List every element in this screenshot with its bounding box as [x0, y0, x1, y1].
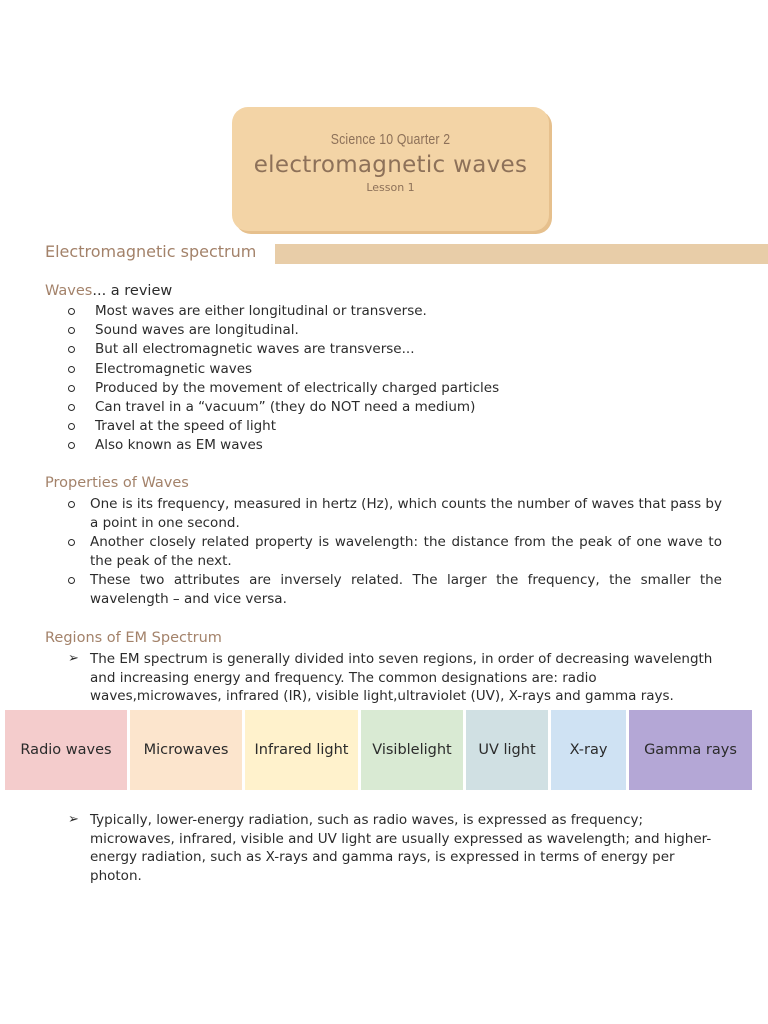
list-item: Produced by the movement of electrically charged particles [62, 379, 499, 398]
section-divider-bar [275, 244, 768, 264]
list-item: Can travel in a “vacuum” (they do NOT need a medium) [62, 398, 499, 417]
waves-heading [45, 283, 172, 299]
waves-heading-colored: Waves [45, 283, 93, 299]
band-visible-light: Visiblelight [361, 710, 463, 790]
title-card [232, 107, 549, 231]
regions-paragraph-1 [68, 650, 728, 706]
list-item: Another closely related property is wavelength: the distance from the peak of one wave to the peak of the next. [62, 533, 722, 570]
list-item: But all electromagnetic waves are transverse... [62, 340, 499, 359]
band-infrared: Infrared light [245, 710, 358, 790]
regions-paragraph-2 [68, 811, 728, 885]
properties-heading: Properties of Waves [45, 475, 189, 491]
list-item: One is its frequency, measured in hertz (Hz), which counts the number of waves that pass by a point in one second. [62, 495, 722, 532]
arrow-bullet-icon: ➢ [68, 812, 79, 827]
arrow-bullet-icon: ➢ [68, 651, 79, 666]
list-item: Most waves are either longitudinal or transverse. [62, 302, 499, 321]
section-title: Electromagnetic spectrum [45, 242, 257, 261]
properties-list [62, 495, 722, 609]
band-x-ray: X-ray [551, 710, 626, 790]
page-title: electromagnetic waves [253, 152, 528, 178]
regions-heading: Regions of EM Spectrum [45, 630, 222, 646]
band-radio-waves: Radio waves [5, 710, 127, 790]
waves-list [62, 302, 499, 456]
band-microwaves: Microwaves [130, 710, 242, 790]
list-item: Also known as EM waves [62, 436, 499, 455]
list-item: These two attributes are inversely related. The larger the frequency, the smaller the wavelength – and vice versa. [62, 571, 722, 608]
list-item: Travel at the speed of light [62, 417, 499, 436]
list-item: Electromagnetic waves [62, 360, 499, 379]
regions-paragraph-1-text: The EM spectrum is generally divided into seven regions, in order of decreasing wavelength and increasing energy and frequency. The common designations are: radio waves,microwaves, infrared (IR), visible light,ultraviolet (UV), X-rays and gamma rays. [90, 651, 713, 704]
list-item: Sound waves are longitudinal. [62, 321, 499, 340]
band-uv-light: UV light [466, 710, 548, 790]
band-gamma-rays: Gamma rays [629, 710, 752, 790]
lesson-label: Lesson 1 [366, 181, 415, 194]
course-label: Science 10 Quarter 2 [330, 131, 451, 148]
regions-paragraph-2-text: Typically, lower-energy radiation, such as radio waves, is expressed as frequency; microwaves, infrared, visible and UV light are usually expressed as wavelength; and higher-energy radiation, such as X-rays and gamma rays, is expressed in terms of energy per photon. [90, 812, 712, 884]
waves-heading-plain: ... a review [92, 283, 173, 299]
